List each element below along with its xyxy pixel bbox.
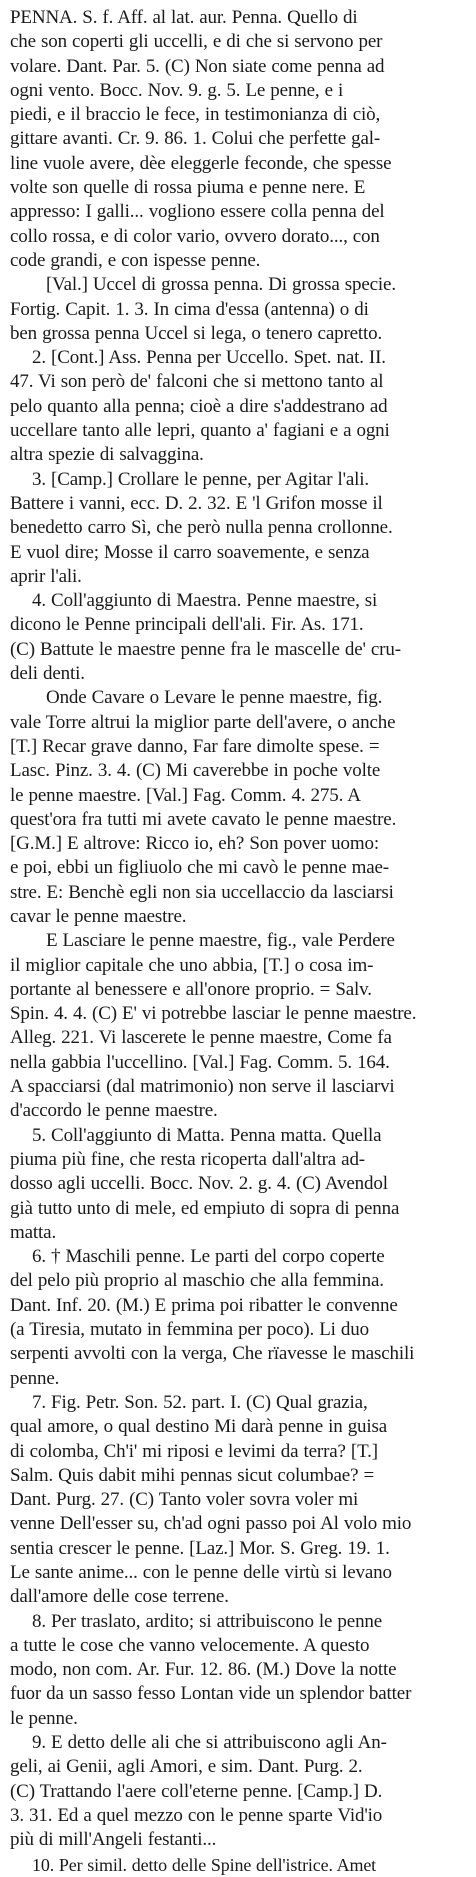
entry-line: vale Torre altrui la miglior parte dell'avere, o anche <box>10 711 396 733</box>
entry-line: altra spezie di salvaggina. <box>10 444 204 466</box>
entry-line: [T.] Recar grave danno, Far fare dimolte spese. = <box>10 735 380 757</box>
entry-line: ogni vento. Bocc. Nov. 9. g. 5. Le penne, e i <box>10 79 344 101</box>
entry-line: 10. Per simil. detto delle Spine dell'istrice. Amet <box>32 1854 377 1875</box>
entry-line: serpenti avvolti con la verga, Che rïavesse le maschili <box>10 1343 415 1365</box>
entry-line: nella gabbia l'uccellino. [Val.] Fag. Comm. 5. 164. <box>10 1051 390 1073</box>
entry-line: pelo quanto alla penna; cioè a dire s'addestrano ad <box>10 395 388 417</box>
entry-line: (C) Trattando l'aere coll'eterne penne. [Camp.] D. <box>10 1780 383 1802</box>
entry-line: PENNA. S. f. Aff. al lat. aur. Penna. Quello di <box>10 7 358 28</box>
entry-line: [Val.] Uccel di grossa penna. Di grossa specie. <box>46 274 396 296</box>
entry-line: sentia crescer le penne. [Laz.] Mor. S. Greg. 19. 1. <box>10 1537 390 1559</box>
entry-line: collo rossa, e di color vario, ovvero dorato..., con <box>10 225 380 247</box>
entry-line: Dant. Purg. 27. (C) Tanto voler sovra voler mi <box>10 1489 359 1511</box>
entry-line: E vuol dire; Mosse il carro soavemente, e senza <box>10 541 370 563</box>
entry-line: e poi, ebbi un figliuolo che mi cavò le penne mae- <box>10 857 389 879</box>
entry-line: 3. [Camp.] Crollare le penne, per Agitar l'ali. <box>32 468 370 490</box>
entry-line: Lasc. Pinz. 3. 4. (C) Mi caverebbe in poche volte <box>10 760 381 782</box>
entry-line: di colomba, Ch'i' mi riposi e levimi da terra? [T.] <box>10 1440 378 1462</box>
entry-line: le penne. <box>10 1707 78 1729</box>
entry-line: qual amore, o qual destino Mi darà penne in guisa <box>10 1416 388 1438</box>
entry-line: 3. 31. Ed a quel mezzo con le penne sparte Vid'io <box>10 1804 383 1826</box>
entry-line: geli, ai Genii, agli Amori, e sim. Dant. Purg. 2. <box>10 1756 363 1778</box>
entry-line: d'accordo le penne maestre. <box>10 1100 218 1122</box>
entry-line: piedi, e il braccio le fece, in testimonianza di ciò, <box>10 104 381 126</box>
entry-line: Fortig. Capit. 1. 3. In cima d'essa (antenna) o di <box>10 298 369 320</box>
entry-line: 5. Coll'aggiunto di Matta. Penna matta. Quella <box>32 1124 382 1146</box>
entry-line: (C) Battute le maestre penne fra le mascelle de' cru- <box>10 638 401 660</box>
entry-line: matta. <box>10 1221 57 1243</box>
entry-line: le penne maestre. [Val.] Fag. Comm. 4. 275. A <box>10 784 361 806</box>
entry-line: A spacciarsi (dal matrimonio) non serve il lasciarvi <box>10 1076 395 1098</box>
entry-line: dosso agli uccelli. Bocc. Nov. 2. g. 4. (C) Avendol <box>10 1173 388 1195</box>
entry-line: [G.M.] E altrove: Ricco io, eh? Son pover uomo: <box>10 833 379 855</box>
entry-line: cavar le penne maestre. <box>10 905 187 927</box>
entry-line: penne. <box>10 1367 60 1389</box>
entry-line: benedetto carro Sì, che però nulla penna crollonne. <box>10 517 393 539</box>
entry-line: Battere i vanni, ecc. D. 2. 32. E 'l Grifon mosse il <box>10 492 383 514</box>
entry-line: 8. Per traslato, ardito; si attribuiscono le penne <box>32 1610 383 1632</box>
entry-line: modo, non com. Ar. Fur. 12. 86. (M.) Dove la notte <box>10 1659 397 1681</box>
entry-line: Onde Cavare o Levare le penne maestre, fig. <box>46 687 383 709</box>
entry-line: il miglior capitale che uno abbia, [T.] o cosa im- <box>10 954 374 976</box>
entry-line: fuor da un sasso fesso Lontan vide un splendor batter <box>10 1683 412 1705</box>
entry-line: 4. Coll'aggiunto di Maestra. Penne maestre, si <box>32 590 378 612</box>
entry-line: a tutte le cose che vanno velocemente. A questo <box>10 1634 370 1656</box>
entry-line: uccellare tanto alle lepri, quanto a' fagiani e a ogni <box>10 420 390 442</box>
entry-line: 9. E detto delle ali che si attribuiscono agli An- <box>32 1732 387 1754</box>
entry-line: line vuole avere, dèe eleggerle feconde, che spesse <box>10 152 392 174</box>
entry-line: ben grossa penna Uccel si lega, o tenero capretto. <box>10 322 383 344</box>
entry-line: piuma più fine, che resta ricoperta dall'altra ad- <box>10 1148 365 1170</box>
entry-column <box>10 6 462 1877</box>
entry-line: venne Dell'esser su, ch'ad ogni passo poi Al volo mio <box>10 1513 412 1535</box>
entry-line: che son coperti gli uccelli, e di che si servono per <box>10 31 383 53</box>
entry-line: dicono le Penne principali dell'ali. Fir. As. 171. <box>10 614 364 636</box>
entry-line: gittare avanti. Cr. 9. 86. 1. Colui che perfette gal- <box>10 128 381 150</box>
entry-line: (a Tiresia, mutato in femmina per poco). Li duo <box>10 1319 369 1341</box>
entry-line: 2. [Cont.] Ass. Penna per Uccello. Spet. nat. II. <box>32 347 386 369</box>
entry-line: 47. Vi son però de' falconi che si mettono tanto al <box>10 371 384 393</box>
entry-line: Spin. 4. 4. (C) E' vi potrebbe lasciar le penne maestre. <box>10 1003 417 1025</box>
entry-line: aprir l'ali. <box>10 565 82 587</box>
entry-line: Le sante anime... con le penne delle virtù si levano <box>10 1562 392 1583</box>
entry-line: portante al benessere e all'onore proprio. = Salv. <box>10 978 372 1000</box>
entry-line: Salm. Quis dabit mihi pennas sicut columbae? = <box>10 1464 375 1486</box>
entry-line: quest'ora fra tutti mi avete cavato le penne maestre. <box>10 808 397 830</box>
entry-line: 6. † Maschili penne. Le parti del corpo coperte <box>32 1246 385 1268</box>
entry-line: Dant. Inf. 20. (M.) E prima poi ribatter le convenne <box>10 1294 398 1316</box>
entry-line: E Lasciare le penne maestre, fig., vale Perdere <box>46 930 395 952</box>
entry-line: più di mill'Angeli festanti... <box>10 1829 217 1851</box>
entry-line: dall'amore delle cose terrene. <box>10 1586 229 1608</box>
entry-line: 7. Fig. Petr. Son. 52. part. I. (C) Qual grazia, <box>32 1391 368 1413</box>
entry-line: già tutto unto di mele, ed empiuto di sopra di penna <box>10 1197 400 1219</box>
entry-line: Alleg. 221. Vi lascerete le penne maestre, Come fa <box>10 1027 392 1049</box>
entry-line: deli denti. <box>10 663 85 685</box>
entry-line: code grandi, e con ispesse penne. <box>10 249 261 271</box>
entry-line: volare. Dant. Par. 5. (C) Non siate come penna ad <box>10 55 385 77</box>
entry-line: volte son quelle di rossa piuma e penne nere. E <box>10 177 366 199</box>
entry-line: del pelo più proprio al maschio che alla femmina. <box>10 1270 384 1292</box>
entry-line: appresso: I galli... vogliono essere colla penna del <box>10 201 385 223</box>
entry-line: stre. E: Benchè egli non sia uccellaccio da lasciarsi <box>10 881 394 903</box>
